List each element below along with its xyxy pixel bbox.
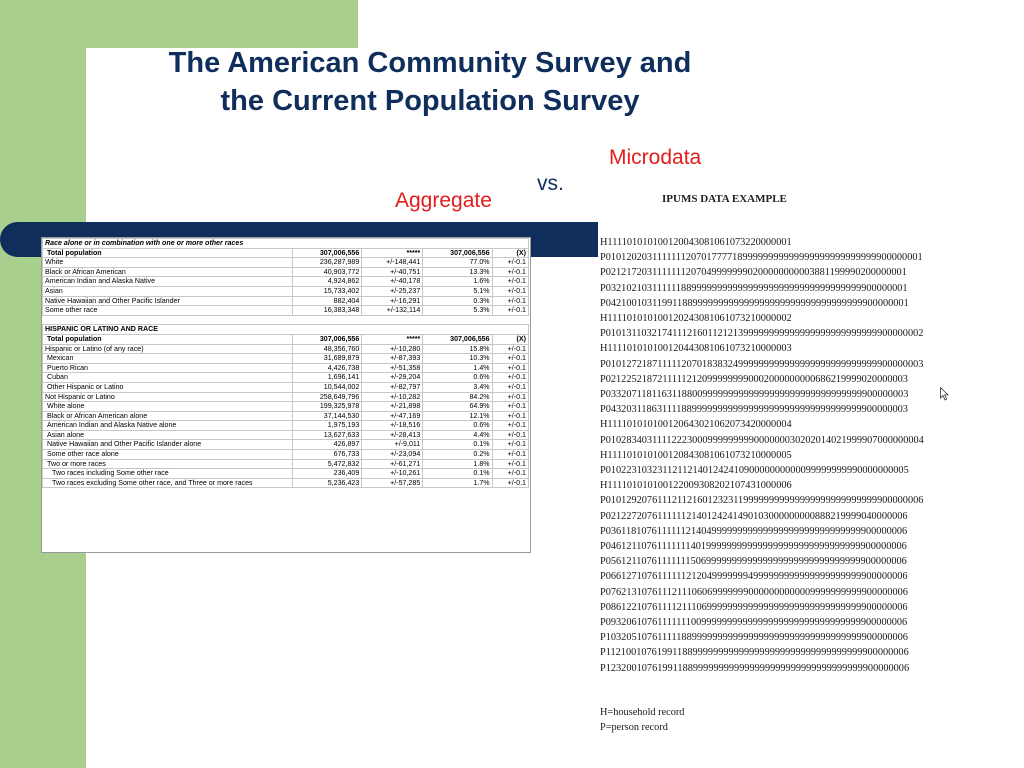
row-label: White alone	[43, 402, 293, 412]
row-label: Black or African American	[43, 267, 293, 277]
row-value: +/-87,393	[362, 354, 423, 364]
row-value: 13.3%	[423, 267, 492, 277]
row-value: 37,144,530	[293, 411, 362, 421]
table-row	[43, 277, 529, 287]
top-green-band	[0, 0, 358, 48]
microdata-legend	[600, 705, 684, 735]
row-label: Two races including Some other race	[43, 469, 293, 479]
row-value: +/-0.1	[492, 411, 528, 421]
row-value: 1.4%	[423, 363, 492, 373]
table-row	[43, 450, 529, 460]
row-value: *****	[362, 248, 423, 258]
row-value: +/-0.1	[492, 430, 528, 440]
row-value: +/-23,094	[362, 450, 423, 460]
section-title: HISPANIC OR LATINO AND RACE	[43, 325, 529, 335]
row-value: (X)	[492, 248, 528, 258]
row-value: 10.3%	[423, 354, 492, 364]
row-value: 1,696,141	[293, 373, 362, 383]
section-header-row	[43, 239, 529, 249]
microdata-record: P01013110321741112160112121399999999999999999999999999900000002	[600, 328, 924, 340]
row-value: +/-16,291	[362, 296, 423, 306]
row-value: +/-0.1	[492, 402, 528, 412]
microdata-label: Microdata	[609, 146, 702, 169]
row-label: Two races excluding Some other race, and Three or more races	[43, 478, 293, 488]
microdata-record: P07621310761112111060699999990000000000009999999999900000006	[600, 586, 908, 598]
table-row	[43, 392, 529, 402]
row-value: 0.1%	[423, 440, 492, 450]
row-value: 0.2%	[423, 450, 492, 460]
row-value: 1.6%	[423, 277, 492, 287]
microdata-record: P03210210311111188999999999999999999999999999999999900000001	[600, 282, 908, 294]
row-value: (X)	[492, 334, 528, 344]
row-value: +/-29,204	[362, 373, 423, 383]
table-row	[43, 469, 529, 479]
table-row	[43, 306, 529, 316]
table-row	[43, 382, 529, 392]
row-value: +/-40,178	[362, 277, 423, 287]
row-value: 31,689,879	[293, 354, 362, 364]
row-value: 10,544,002	[293, 382, 362, 392]
table-row	[43, 421, 529, 431]
table-row	[43, 363, 529, 373]
row-value: +/-18,516	[362, 421, 423, 431]
microdata-record: P01012020311111112070177771899999999999999999999999999900000001	[600, 252, 923, 264]
spacer-row	[43, 315, 529, 325]
row-value: 1,975,193	[293, 421, 362, 431]
row-value: +/-0.1	[492, 421, 528, 431]
vs-label: vs.	[537, 172, 564, 195]
row-value: 1.8%	[423, 459, 492, 469]
row-value: 48,356,760	[293, 344, 362, 354]
row-value: 13,627,633	[293, 430, 362, 440]
aggregate-table-image	[41, 237, 531, 553]
row-label: Native Hawaiian and Other Pacific Islander	[43, 296, 293, 306]
table-row	[43, 478, 529, 488]
row-value: +/-148,441	[362, 258, 423, 268]
row-value: 4.4%	[423, 430, 492, 440]
microdata-record: P02122521872111112120999999990002000000000686219999020000003	[600, 373, 908, 385]
table-row	[43, 430, 529, 440]
row-value: *****	[362, 334, 423, 344]
row-value: +/-0.1	[492, 344, 528, 354]
row-value: 4,426,738	[293, 363, 362, 373]
row-value: +/-0.1	[492, 459, 528, 469]
section-title: Race alone or in combination with one or more other races	[43, 239, 529, 249]
table-row	[43, 344, 529, 354]
row-value: +/-0.1	[492, 382, 528, 392]
row-label: Black or African American alone	[43, 411, 293, 421]
microdata-record: P04210010311991188999999999999999999999999999999999900000001	[600, 297, 909, 309]
microdata-record: H111101010100120643021062073420000004	[600, 419, 792, 431]
slide-title-line-1: The American Community Survey and	[168, 47, 692, 79]
table-row	[43, 296, 529, 306]
table-row	[43, 286, 529, 296]
row-value: +/-0.1	[492, 354, 528, 364]
row-value: +/-9,011	[362, 440, 423, 450]
row-value: +/-0.1	[492, 478, 528, 488]
row-label: Cuban	[43, 373, 293, 383]
microdata-record: H111101010100122009308202107431000006	[600, 480, 792, 492]
row-value: 12.1%	[423, 411, 492, 421]
microdata-record: P01012721871111120701838324999999999999999999999999999900000003	[600, 358, 924, 370]
microdata-record: P08612210761111211106999999999999999999999999999999900000006	[600, 601, 908, 613]
row-label: Some other race alone	[43, 450, 293, 460]
row-label: Two or more races	[43, 459, 293, 469]
table-row	[43, 402, 529, 412]
row-label: American Indian and Alaska Native	[43, 277, 293, 287]
microdata-record: P04320311863111188999999999999999999999999999999999900000003	[600, 404, 908, 416]
row-value: +/-61,271	[362, 459, 423, 469]
row-value: +/-82,797	[362, 382, 423, 392]
microdata-record: P02121720311111112070499999990200000000003881199990200000001	[600, 267, 907, 279]
row-value: +/-0.1	[492, 373, 528, 383]
microdata-record: P04612110761111111401999999999999999999999999999999900000006	[600, 541, 907, 553]
microdata-record: P06612710761111112120499999994999999999999999999999900000006	[600, 571, 908, 583]
row-value: 236,287,989	[293, 258, 362, 268]
row-value: 307,006,556	[293, 248, 362, 258]
row-value: +/-10,282	[362, 392, 423, 402]
microdata-record: H111101010100120243081061073210000002	[600, 313, 792, 325]
row-value: +/-132,114	[362, 306, 423, 316]
microdata-record: P01012920761112112160123231199999999999999999999999999900000006	[600, 495, 924, 507]
row-value: +/-47,169	[362, 411, 423, 421]
table-row	[43, 459, 529, 469]
row-label: Total population	[43, 248, 293, 258]
row-value: +/-10,261	[362, 469, 423, 479]
aggregate-table	[42, 238, 529, 488]
row-value: +/-0.1	[492, 296, 528, 306]
row-label: American Indian and Alaska Native alone	[43, 421, 293, 431]
row-value: 5,236,423	[293, 478, 362, 488]
row-label: Hispanic or Latino (of any race)	[43, 344, 293, 354]
row-value: +/-0.1	[492, 277, 528, 287]
microdata-record: P03320711811631188009999999999999999999999999999999900000003	[600, 389, 909, 401]
row-value: 676,733	[293, 450, 362, 460]
mouse-cursor-icon	[940, 387, 950, 401]
legend-household: H=household record	[600, 707, 685, 718]
row-value: 882,404	[293, 296, 362, 306]
legend-person: P=person record	[600, 722, 668, 734]
microdata-record: P05612110761111111506999999999999999999999999999999900000006	[600, 556, 907, 568]
row-value: 199,325,978	[293, 402, 362, 412]
microdata-record: P10320510761111188999999999999999999999999999999999900000006	[600, 632, 908, 644]
aggregate-label: Aggregate	[395, 189, 492, 212]
row-value: +/-0.1	[492, 306, 528, 316]
row-label: Puerto Rican	[43, 363, 293, 373]
row-label: Native Hawaiian and Other Pacific Islander alone	[43, 440, 293, 450]
table-row	[43, 267, 529, 277]
row-value: 5.3%	[423, 306, 492, 316]
row-value: +/-0.1	[492, 258, 528, 268]
row-value: +/-0.1	[492, 469, 528, 479]
row-value: 15.8%	[423, 344, 492, 354]
row-value: 236,409	[293, 469, 362, 479]
row-value: 40,903,772	[293, 267, 362, 277]
row-label: Some other race	[43, 306, 293, 316]
section-header-row	[43, 325, 529, 335]
row-value: 16,383,348	[293, 306, 362, 316]
row-value: +/-0.1	[492, 267, 528, 277]
row-value: 1.7%	[423, 478, 492, 488]
row-value: 5,472,832	[293, 459, 362, 469]
row-value: 258,649,796	[293, 392, 362, 402]
table-row	[43, 411, 529, 421]
row-value: +/-0.1	[492, 286, 528, 296]
microdata-record: P02122720761111112140124241490103000000000888219999040000006	[600, 510, 908, 522]
row-value: +/-0.1	[492, 440, 528, 450]
row-value: 4,924,862	[293, 277, 362, 287]
microdata-record: H111101010100120043081061073220000001	[600, 237, 792, 248]
row-label: Total population	[43, 334, 293, 344]
row-value: 0.3%	[423, 296, 492, 306]
microdata-record: H111101010100120843081061073210000005	[600, 449, 792, 461]
row-value: +/-0.1	[492, 392, 528, 402]
microdata-record: P09320610761111111009999999999999999999999999999999900000006	[600, 617, 908, 629]
row-value: +/-0.1	[492, 363, 528, 373]
row-value: 84.2%	[423, 392, 492, 402]
row-label: Not Hispanic or Latino	[43, 392, 293, 402]
row-value: +/-10,280	[362, 344, 423, 354]
row-value: +/-25,237	[362, 286, 423, 296]
row-value: 0.1%	[423, 469, 492, 479]
row-value: 77.0%	[423, 258, 492, 268]
row-label: Asian alone	[43, 430, 293, 440]
slide-title-line-2: the Current Population Survey	[220, 85, 640, 117]
row-value: 307,006,556	[423, 334, 492, 344]
row-value: 64.9%	[423, 402, 492, 412]
row-label: Mexican	[43, 354, 293, 364]
row-value: 5.1%	[423, 286, 492, 296]
microdata-record: P11210010761991188999999999999999999999999999999999900000006	[600, 647, 909, 659]
row-label: White	[43, 258, 293, 268]
table-row	[43, 354, 529, 364]
row-value: 307,006,556	[293, 334, 362, 344]
ipums-title: IPUMS DATA EXAMPLE	[662, 193, 787, 205]
row-value: +/-21,898	[362, 402, 423, 412]
row-value: +/-51,358	[362, 363, 423, 373]
row-value: +/-40,751	[362, 267, 423, 277]
total-row	[43, 248, 529, 258]
row-label: Asian	[43, 286, 293, 296]
table-row	[43, 258, 529, 268]
microdata-records	[600, 235, 980, 676]
row-value: +/-0.1	[492, 450, 528, 460]
row-label: Other Hispanic or Latino	[43, 382, 293, 392]
row-value: 0.6%	[423, 421, 492, 431]
row-value: +/-57,285	[362, 478, 423, 488]
table-row	[43, 373, 529, 383]
row-value: 3.4%	[423, 382, 492, 392]
total-row	[43, 334, 529, 344]
microdata-record: P12320010761991188999999999999999999999999999999999900000006	[600, 662, 910, 674]
row-value: +/-28,413	[362, 430, 423, 440]
row-value: 15,733,402	[293, 286, 362, 296]
table-row	[43, 440, 529, 450]
microdata-record: P01022310323112112140124241090000000000099999999990000000005	[600, 465, 909, 477]
row-value: 307,006,556	[423, 248, 492, 258]
microdata-record: P03611810761111112140499999999999999999999999999999900000006	[600, 525, 908, 537]
row-value: 426,897	[293, 440, 362, 450]
microdata-record: H111101010100120443081061073210000003	[600, 343, 792, 355]
row-value: 0.6%	[423, 373, 492, 383]
microdata-record: P01028340311112223000999999999000000030202014021999907000000004	[600, 434, 924, 446]
slide-title	[120, 44, 740, 120]
